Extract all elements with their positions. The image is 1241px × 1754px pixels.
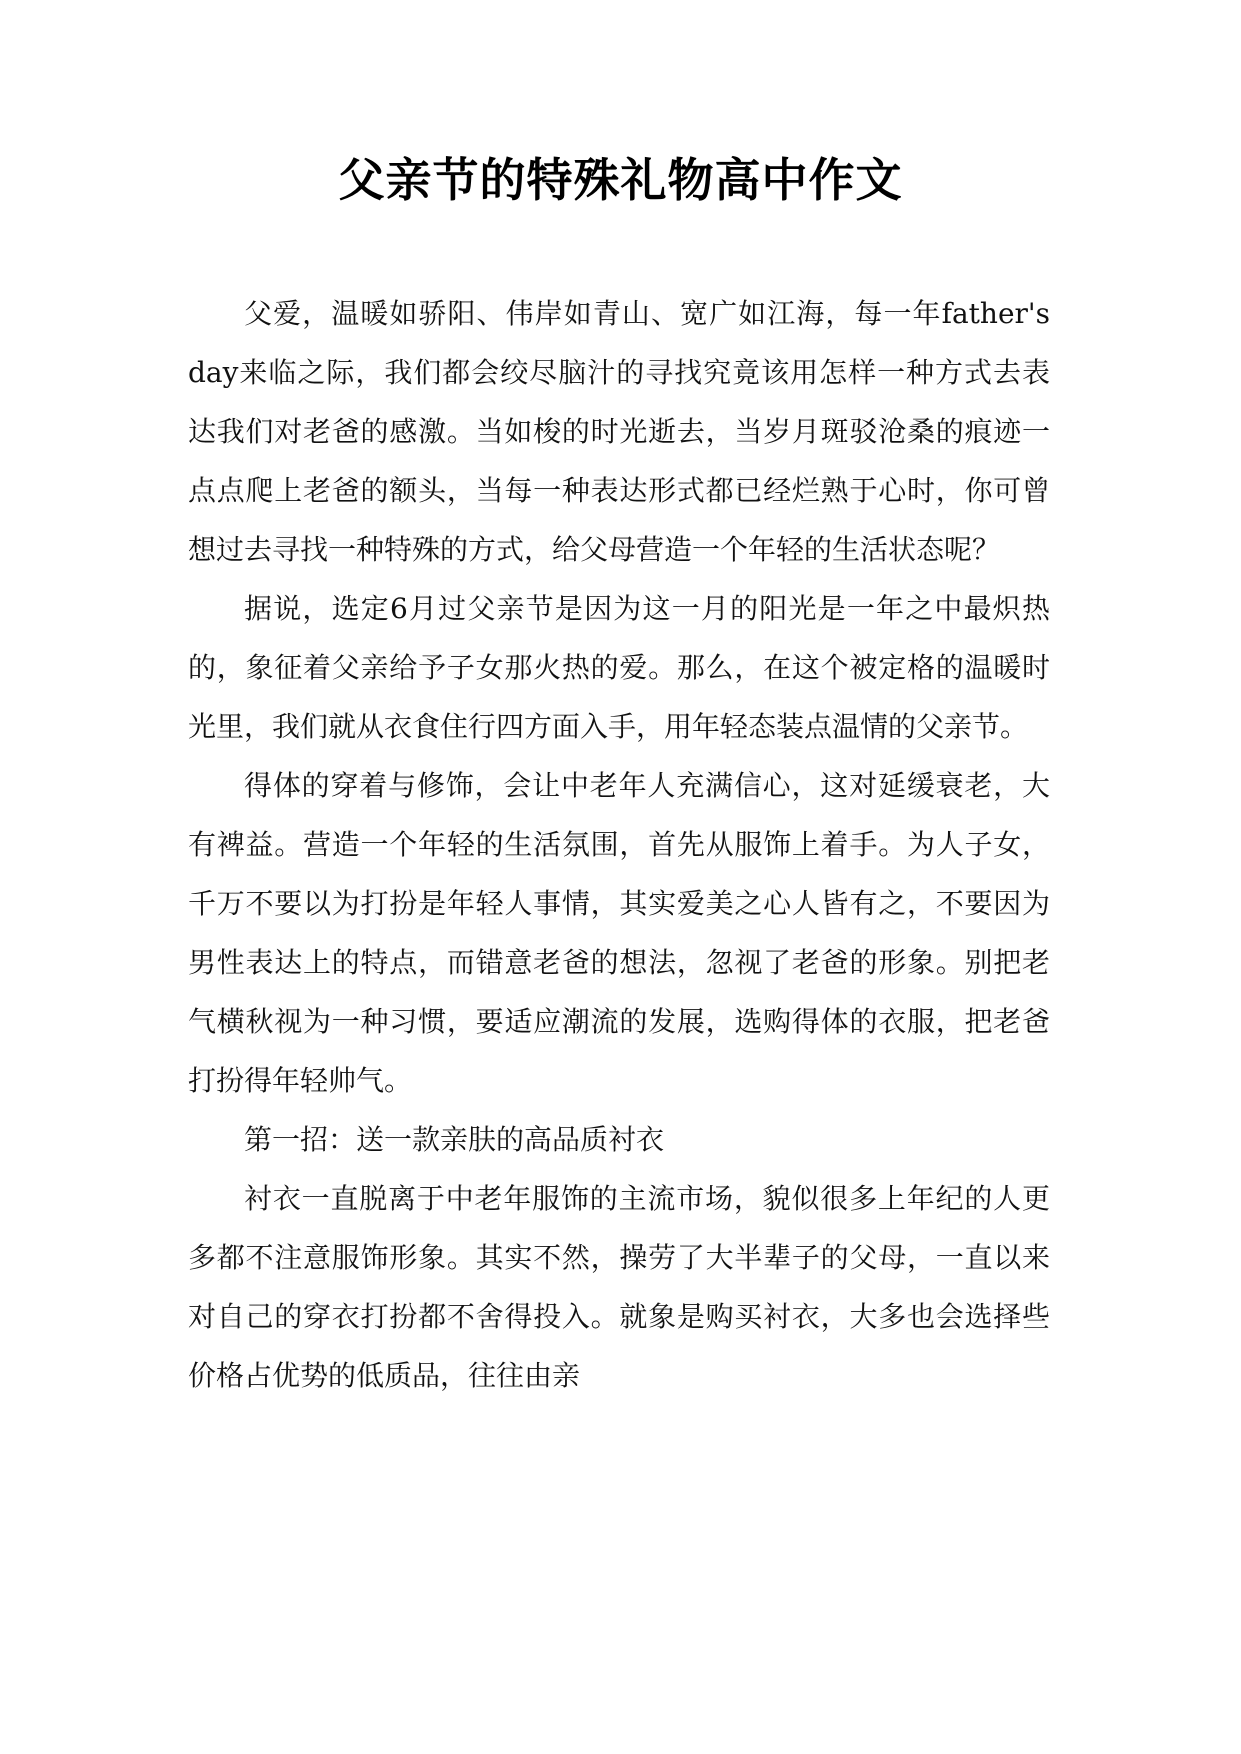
paragraph-3: 得体的穿着与修饰，会让中老年人充满信心，这对延缓衰老，大有裨益。营造一个年轻的生活氛围，首先从服饰上着手。为人子女，千万不要以为打扮是年轻人事情，其实爱美之心人皆有之，不要因为男性表达上的特点，而错意老爸的想法，忽视了老爸的形象。别把老气横秋视为一种习惯，要适应潮流的发展，选购得体的衣服，把老爸打扮得年轻帅气。 bbox=[188, 769, 1050, 1097]
section-heading-first-tip: 第一招：送一款亲肤的高品质衬衣 bbox=[244, 1123, 665, 1156]
paragraph-2: 据说，选定6月过父亲节是因为这一月的阳光是一年之中最炽热的，象征着父亲给予子女那火热的爱。那么，在这个被定格的温暖时光里，我们就从衣食住行四方面入手，用年轻态装点温情的父亲节。 bbox=[188, 592, 1050, 743]
paragraph-1: 父爱，温暖如骄阳、伟岸如青山、宽广如江海，每一年father's day来临之际，我们都会绞尽脑汁的寻找究竟该用怎样一种方式去表达我们对老爸的感激。当如梭的时光逝去，当岁月斑驳沧桑的痕迹一点点爬上老爸的额头，当每一种表达形式都已经烂熟于心时，你可曾想过去寻找一种特殊的方式，给父母营造一个年轻的生活状态呢？ bbox=[188, 297, 1050, 566]
document-body bbox=[188, 284, 1050, 1405]
paragraph-4: 衬衣一直脱离于中老年服饰的主流市场，貌似很多上年纪的人更多都不注意服饰形象。其实不然，操劳了大半辈子的父母，一直以来对自己的穿衣打扮都不舍得投入。就象是购买衬衣，大多也会选择些价格占优势的低质品，往往由亲 bbox=[188, 1182, 1050, 1392]
document-title: 父亲节的特殊礼物高中作文 bbox=[338, 153, 903, 207]
